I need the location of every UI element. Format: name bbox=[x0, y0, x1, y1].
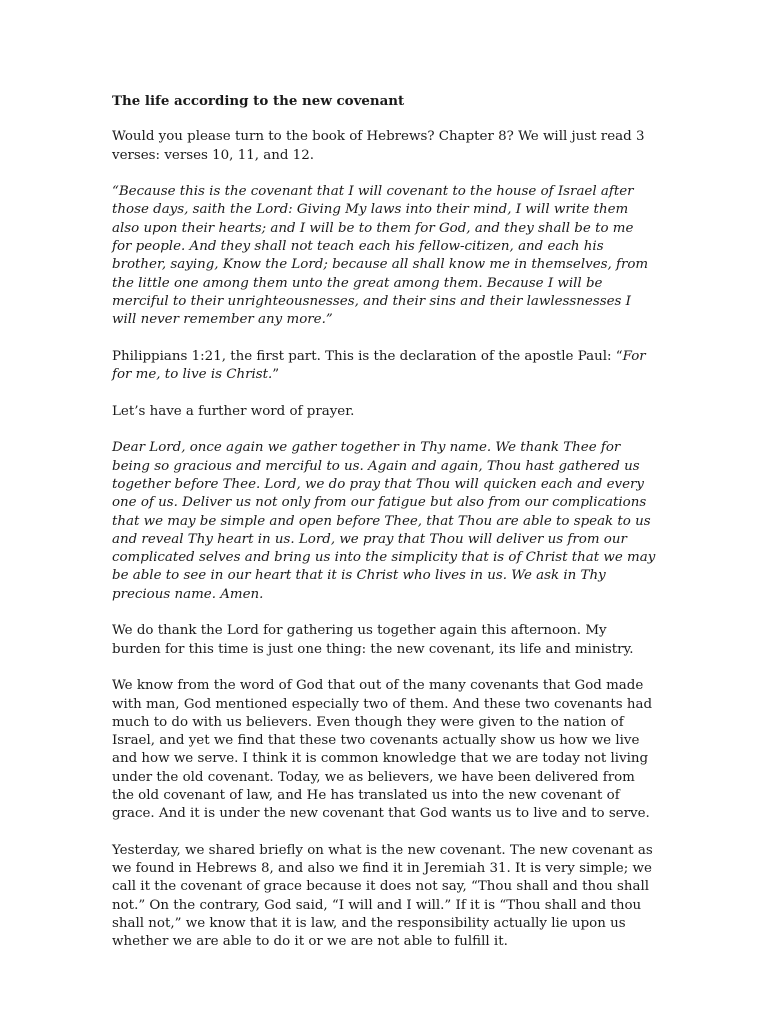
intro-paragraph: Would you please turn to the book of Hebrews? Chapter 8? We will just read 3 verses: verses 10, 11, and 12. bbox=[112, 129, 645, 163]
philippians-lead: Philippians 1:21, the first part. This is the declaration of the apostle Paul: “ bbox=[112, 348, 623, 364]
philippians-close: ” bbox=[272, 367, 280, 383]
document-page bbox=[112, 92, 657, 970]
burden-paragraph: We do thank the Lord for gathering us together again this afternoon. My burden for this time is just one thing: the new covenant, its life and ministry. bbox=[112, 623, 634, 657]
prayer-paragraph: Dear Lord, once again we gather together in Thy name. We thank Thee for being so gracious and merciful to us. Again and again, Thou hast gathered us together before Thee. Lord, we do pray that Thou will quicken each and every one of us. Deliver us not only from our fatigue but also from our complications that we may be simple and open before Thee, that Thou are able to speak to us and reveal Thy heart in us. Lord, we pray that Thou will deliver us from our complicated selves and bring us into the simplicity that is of Christ that we may be able to see in our heart that it is Christ who lives in us. We ask in Thy precious name. Amen. bbox=[112, 440, 656, 602]
covenants-paragraph: We know from the word of God that out of the many covenants that God made with man, God mentioned especially two of them. And these two covenants had much to do with us believers. Even though they were given to the nation of Israel, and yet we find that these two covenants actually show us how we live and how we serve. I think it is common knowledge that we are today not living under the old covenant. Today, we as believers, we have been delivered from the old covenant of law, and He has translated us into the new covenant of grace. And it is under the new covenant that God wants us to live and to serve. bbox=[112, 678, 653, 822]
prayer-intro-paragraph: Let’s have a further word of prayer. bbox=[112, 403, 355, 419]
hebrews-quote-paragraph: “Because this is the covenant that I will covenant to the house of Israel after those days, saith the Lord: Giving My laws into their mind, I will write them also upon their hearts; and I will be to them for God, and they shall be to me for people. And they shall not teach each his fellow-citizen, and each his brother, saying, Know the Lord; because all shall know me in themselves, from the little one among them unto the great among them. Because I will be merciful to their unrighteousnesses, and their sins and their lawlessnesses I will never remember any more.” bbox=[112, 184, 649, 328]
philippians-paragraph bbox=[112, 348, 657, 385]
yesterday-paragraph: Yesterday, we shared briefly on what is the new covenant. The new covenant as we found in Hebrews 8, and also we find it in Jeremiah 31. It is very simple; we call it the covenant of grace because it does not say, “Thou shall and thou shall not.” On the contrary, God said, “I will and I will.” If it is “Thou shall and thou shall not,” we know that it is law, and the responsibility actually lie upon us whether we are able to do it or we are not able to fulfill it. bbox=[112, 842, 653, 950]
document-title: The life according to the new covenant bbox=[112, 93, 405, 109]
philippians-quote: For for me, to live is Christ. bbox=[112, 348, 646, 383]
